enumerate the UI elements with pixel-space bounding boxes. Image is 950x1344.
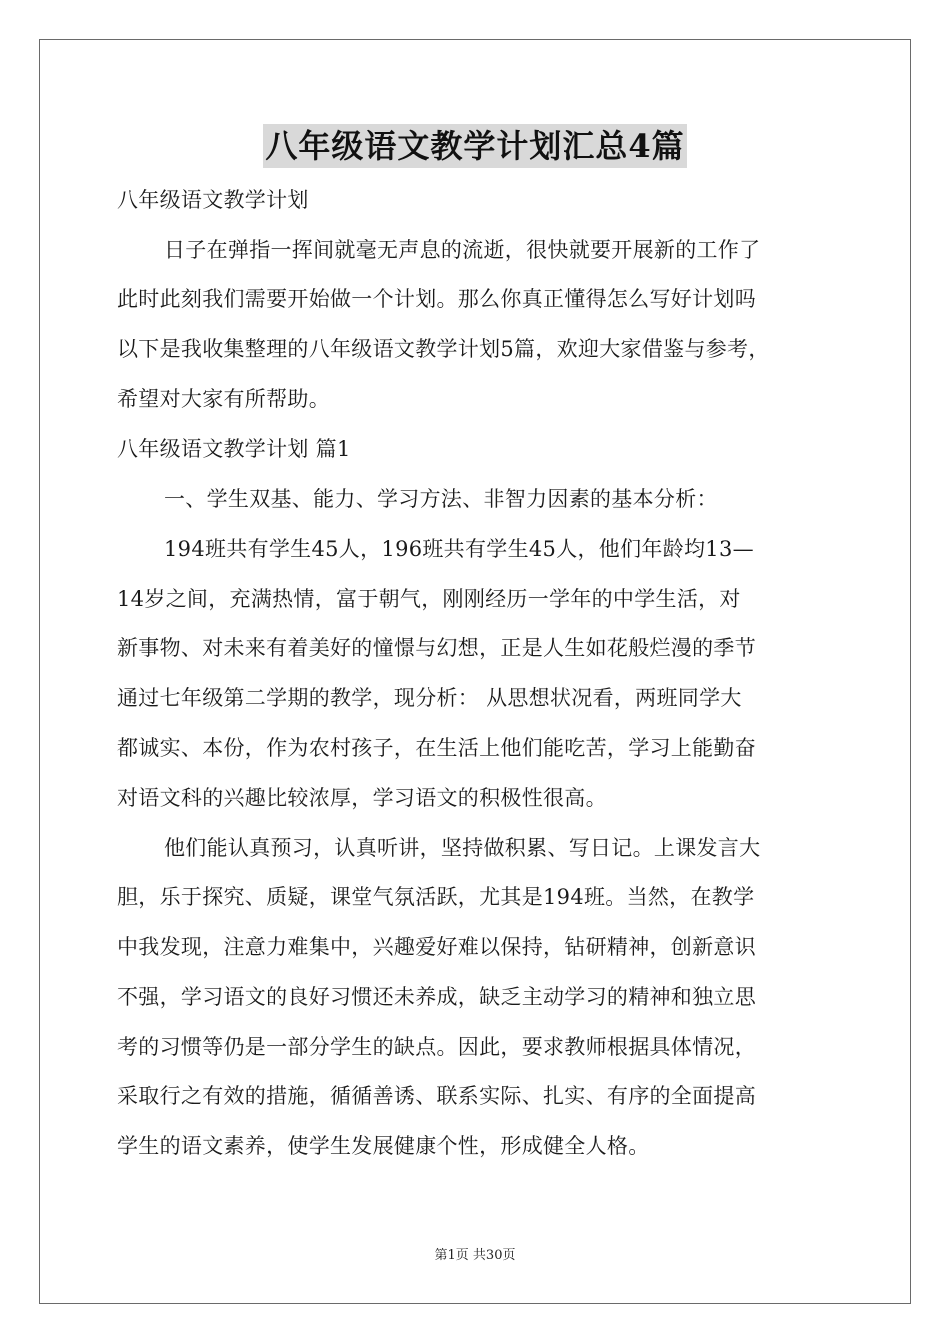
- paragraph-line: 考的习惯等仍是一部分学生的缺点。因此，要求教师根据具体情况，: [117, 1035, 756, 1059]
- paragraph-line: 以下是我收集整理的八年级语文教学计划5篇，欢迎大家借鉴与参考，: [117, 337, 770, 361]
- paragraph-line: 不强，学习语文的良好习惯还未养成，缺乏主动学习的精神和独立思: [117, 985, 756, 1009]
- paragraph-line: 14岁之间，充满热情，富于朝气，刚刚经历一学年的中学生活，对: [117, 587, 741, 611]
- paragraph-line: 他们能认真预习，认真听讲，坚持做积累、写日记。上课发言大: [164, 836, 761, 860]
- title-container: [0, 124, 950, 168]
- paragraph-line: 中我发现，注意力难集中，兴趣爱好难以保持，钻研精神，创新意识: [117, 935, 756, 959]
- paragraph-line: 采取行之有效的措施，循循善诱、联系实际、扎实、有序的全面提高: [117, 1084, 756, 1108]
- paragraph-line: 胆，乐于探究、质疑，课堂气氛活跃，尤其是194班。当然，在教学: [117, 885, 755, 909]
- page-number-footer: 第1页 共30页: [434, 1248, 516, 1263]
- paragraph-line: 都诚实、本份，作为农村孩子，在生活上他们能吃苦，学习上能勤奋: [117, 736, 756, 760]
- paragraph-line: 194班共有学生45人，196班共有学生45人，他们年龄均13—: [164, 537, 754, 561]
- section-heading: 八年级语文教学计划 篇1: [117, 437, 351, 461]
- paragraph-line: 希望对大家有所帮助。: [117, 387, 330, 411]
- page-border: [39, 39, 911, 1304]
- paragraph-line: 通过七年级第二学期的教学，现分析： 从思想状况看，两班同学大: [117, 686, 742, 710]
- paragraph-line: 日子在弹指一挥间就毫无声息的流逝，很快就要开展新的工作了: [164, 238, 761, 262]
- paragraph-line: 新事物、对未来有着美好的憧憬与幻想，正是人生如花般烂漫的季节: [117, 636, 756, 660]
- section-heading: 八年级语文教学计划: [117, 188, 309, 212]
- paragraph-line: 学生的语文素养，使学生发展健康个性，形成健全人格。: [117, 1134, 650, 1158]
- document-title: 八年级语文教学计划汇总4篇: [263, 124, 686, 168]
- paragraph-line: 此时此刻我们需要开始做一个计划。那么你真正懂得怎么写好计划吗: [117, 287, 756, 311]
- paragraph-line: 对语文科的兴趣比较浓厚，学习语文的积极性很高。: [117, 786, 607, 810]
- paragraph-line: 一、学生双基、能力、学习方法、非智力因素的基本分析：: [164, 487, 718, 511]
